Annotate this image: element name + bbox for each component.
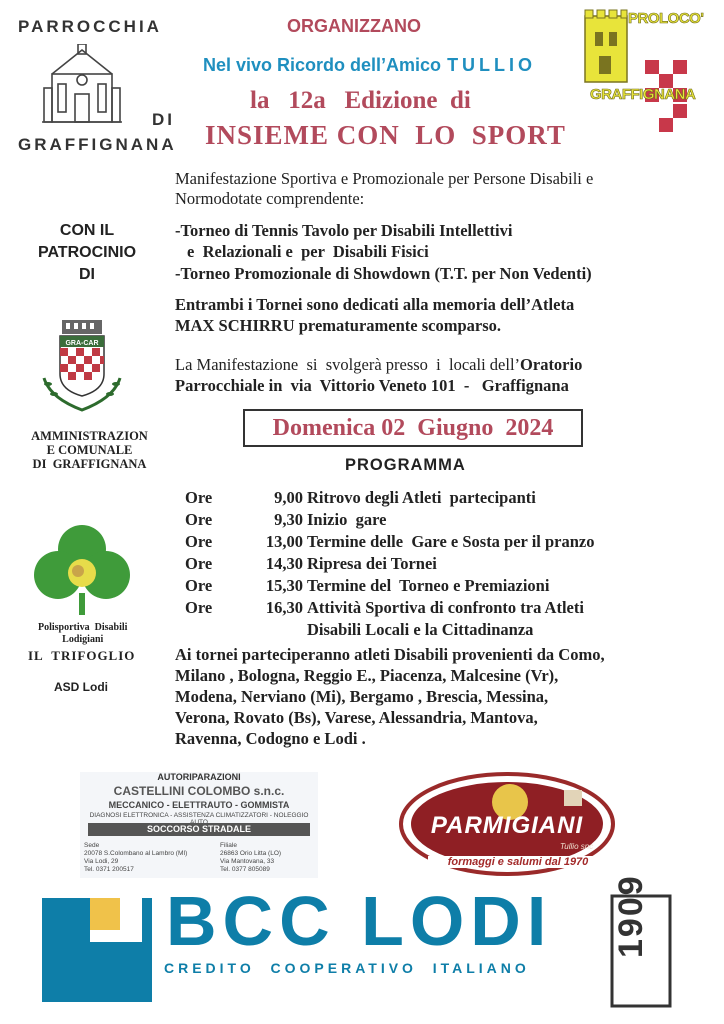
church-icon [42,44,122,124]
castellini-services2: DIAGNOSI ELETTRONICA - ASSISTENZA CLIMATIZZATORI - NOLEGGIO [89,812,309,819]
torneo1-line1: -Torneo di Tennis Tavolo per Disabili Intellettivi [175,221,513,240]
intro-line1: Manifestazione Sportiva e Promozionale per Persone Disabili e [175,169,594,188]
schedule-ore: Ore [185,510,213,529]
castellini-sede [84,842,187,874]
castellini-soccorso: SOCCORSO STRADALE [88,823,310,836]
bcc-name: BCC LODI [166,882,553,960]
luogo-line1 [175,355,582,375]
parmigiani-tagline: formaggi e salumi dal 1970 [428,856,608,868]
partecipanti-line5: Ravenna, Codogno e Lodi . [175,729,366,748]
schedule-time: 13,00 [265,532,303,551]
patrocinio-label [22,220,152,286]
schedule-ore: Ore [185,554,213,573]
filiale-addr1: 26863 Orio Litta (LO) [220,850,282,857]
event-title: INSIEME CON LO SPORT [205,120,566,150]
comune-line2: E COMUNALE [46,443,133,457]
programma-title: PROGRAMMA [345,456,466,474]
torneo1-line2: e Relazionali e per Disabili Fisici [187,242,429,261]
polisportiva-line1: Polisportiva Disabili [38,622,128,633]
partecipanti-line3: Modena, Nerviano (Mi), Bergamo , Brescia, Messina, [175,687,549,706]
parrocchia-name: GRAFFIGNANA [18,135,177,154]
schedule-ore: Ore [185,488,213,507]
sede-addr1: 20078 S.Colombano al Lambro (MI) [84,850,188,857]
comune-line1: AMMINISTRAZION [31,429,148,443]
torneo2-line: -Torneo Promozionale di Showdown (T.T. per Non Vedenti) [175,264,592,283]
parmigiani-sub: Tullio snc [560,842,594,851]
trifoglio-logo [32,523,132,619]
parrocchia-di: DI [152,110,175,129]
intro-line2: Normodotate comprendente: [175,189,365,208]
schedule-time: 9,30 [274,510,303,529]
castellini-name: CASTELLINI COLOMBO s.n.c. [113,784,285,798]
comune-coat-of-arms [36,318,128,418]
luogo-text: La Manifestazione si svolgerà presso i locali dell’ [175,355,521,374]
proloco-text-bottom: GRAFFIGNANA [590,86,696,103]
schedule-desc: Termine del Torneo e Premiazioni [307,576,550,595]
parrocchia-title: PARROCCHIA [18,17,162,36]
proloco-text-top: PROLOCO' [628,10,704,27]
luogo-line2: Parrocchiale in via Vittorio Veneto 101 - Graffignana [175,376,569,395]
schedule-row-continuation: Disabili Locali e la Cittadinanza [307,620,534,639]
asd-lodi: ASD Lodi [54,680,108,694]
schedule-time: 15,30 [265,576,303,595]
filiale-addr2: Via Mantovana, 33 [220,858,275,865]
schedule-desc: Inizio gare [307,510,387,529]
comune-name [22,429,157,471]
dedica-line2: MAX SCHIRRU prematuramente scomparso. [175,316,501,335]
castellini-services: MECCANICO - ELETTRAUTO - GOMMISTA [108,800,290,810]
ricordo-line [203,55,536,76]
schedule-desc: Termine delle Gare e Sosta per il pranzo [307,532,595,551]
organizzano-label: ORGANIZZANO [287,16,421,36]
castellini-filiale [220,842,281,874]
sponsor-castellini [80,772,318,878]
polisportiva-name [38,622,127,646]
patrocinio-line2: PATROCINIO [37,244,137,261]
partecipanti-line4: Verona, Rovato (Bs), Varese, Alessandria, Mantova, [175,708,538,727]
partecipanti-line2: Milano , Bologna, Reggio E., Piacenza, Malcesine (Vr), [175,666,559,685]
schedule-time: 14,30 [265,554,303,573]
comune-line3: DI GRAFFIGNANA [32,457,147,471]
parmigiani-name: PARMIGIANI [430,812,584,839]
filiale-label: Filiale [220,842,237,849]
schedule-desc: Ripresa dei Tornei [307,554,437,573]
dedica-line1: Entrambi i Tornei sono dedicati alla memoria dell’Atleta [175,295,575,314]
sede-label: Sede [84,842,100,849]
sede-addr2: Via Lodi, 29 [84,858,119,865]
filiale-tel: Tel. 0377 805089 [220,866,270,873]
ricordo-name: TULLIO [447,55,537,75]
polisportiva-line2: Lodigiani [62,634,104,645]
proloco-logo [583,8,696,138]
schedule-time: 9,00 [274,488,303,507]
schedule-ore: Ore [185,532,213,551]
patrocinio-line1: CON IL [59,222,115,239]
schedule-ore: Ore [185,576,213,595]
event-date: Domenica 02 Giugno 2024 [243,409,583,447]
gracar-label: GRA-CAR [60,340,104,347]
schedule-time: 16,30 [265,598,303,617]
bcc-sub: CREDITO COOPERATIVO ITALIANO [164,960,530,976]
luogo-oratorio: Oratorio [520,355,583,374]
castellini-title: AUTORIPARAZIONI [157,772,241,782]
schedule-ore: Ore [185,598,213,617]
edition-title: la 12a Edizione di [250,87,471,114]
trifoglio-name: IL TRIFOGLIO [28,648,136,663]
bcc-year: 1909 [612,874,650,958]
patrocinio-line3: DI [79,266,95,283]
ricordo-prefix: Nel vivo Ricordo dell’Amico [203,55,442,75]
schedule-desc: Ritrovo degli Atleti partecipanti [307,488,536,507]
partecipanti-line1: Ai tornei parteciperanno atleti Disabili provenienti da Como, [175,645,605,664]
sede-tel: Tel. 0371 200517 [84,866,134,873]
schedule-desc: Attività Sportiva di confronto tra Atleti [307,598,584,617]
